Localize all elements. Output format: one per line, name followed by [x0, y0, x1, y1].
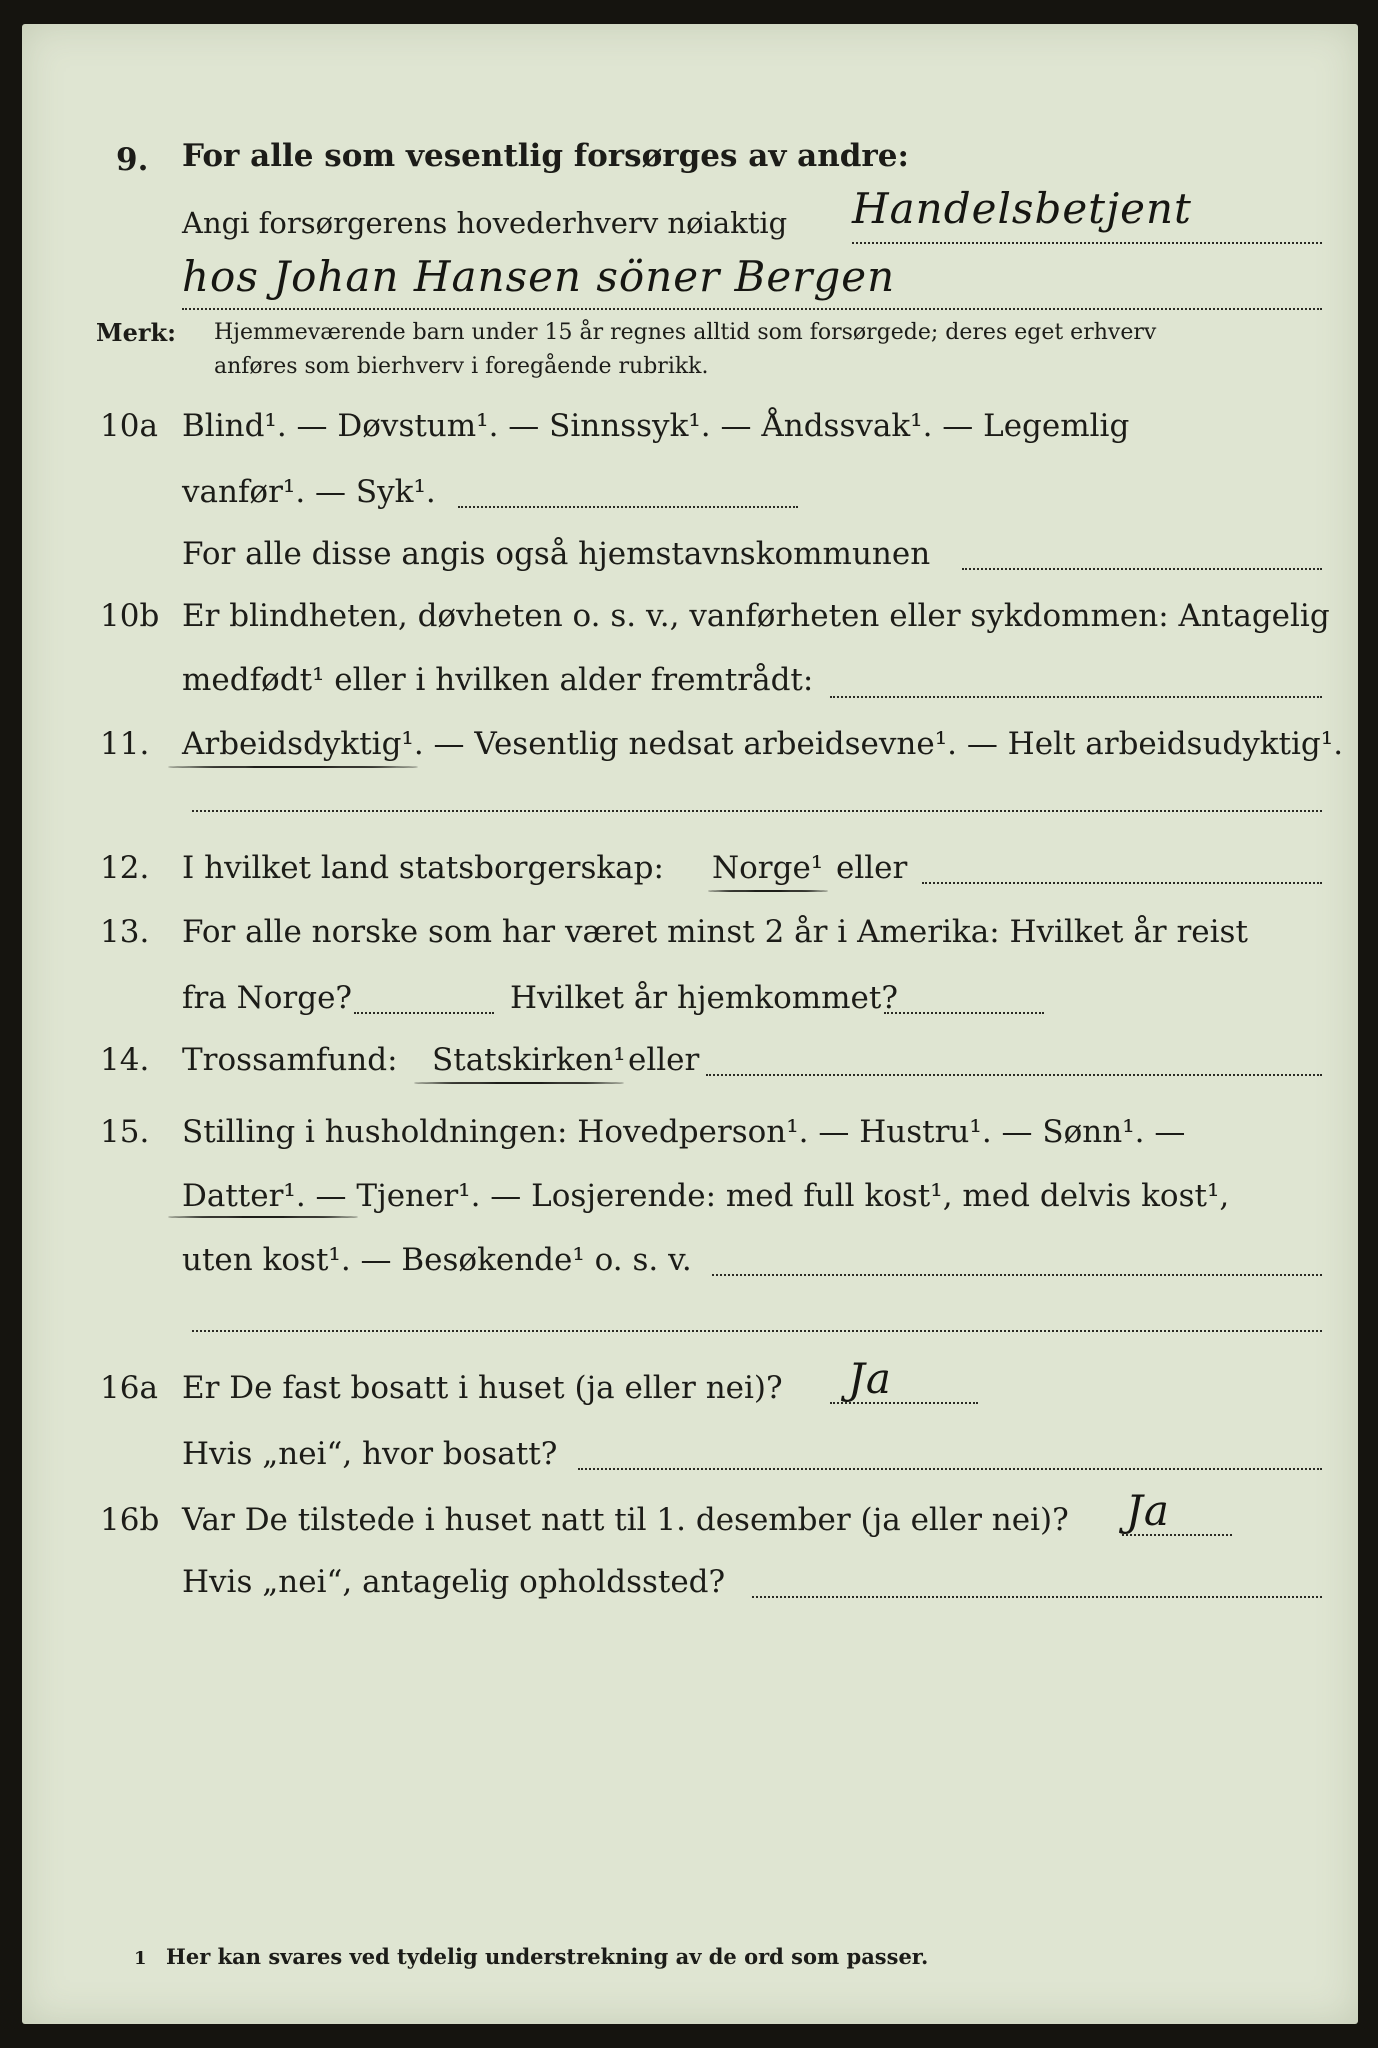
- merk-label: Merk:: [96, 318, 176, 347]
- q16a-bosatt-dots[interactable]: [578, 1468, 1322, 1470]
- q11-dots[interactable]: [192, 810, 1322, 812]
- merk-line2: anføres som bierhverv i foregående rubrikk.: [214, 354, 709, 379]
- q10a-number: 10a: [100, 408, 158, 444]
- q16a-line2: Hvis „nei“, hvor bosatt?: [182, 1436, 558, 1472]
- q11-underline-mark: [168, 766, 418, 768]
- q14-suffix: eller: [628, 1042, 700, 1078]
- q10a-line3: For alle disse angis også hjemstavnskommunen: [182, 536, 931, 572]
- q9-answer-line1-dots: [852, 242, 1322, 244]
- q14-underline-mark: [414, 1082, 624, 1084]
- q11-text: Arbeidsdyktig¹. — Vesentlig nedsat arbeidsevne¹. — Helt arbeidsudyktig¹.: [182, 726, 1344, 762]
- q12-underline-mark: [708, 890, 828, 892]
- q12-suffix: eller: [836, 850, 908, 886]
- q16b-dots: [1122, 1534, 1232, 1536]
- q9-answer-line1[interactable]: Handelsbetjent: [852, 184, 1192, 233]
- q9-heading: For alle som vesentlig forsørges av andre:: [182, 138, 909, 174]
- q16a-dots: [830, 1402, 978, 1404]
- q10b-line2: medfødt¹ eller i hvilken alder fremtrådt:: [182, 662, 814, 698]
- q10a-line2: vanfør¹. — Syk¹.: [182, 474, 436, 510]
- q15-extra-dots[interactable]: [192, 1330, 1322, 1332]
- q9-prompt: Angi forsørgerens hovederhverv nøiaktig: [182, 206, 788, 240]
- q16a-answer[interactable]: Ja: [848, 1354, 892, 1403]
- q10a-line1: Blind¹. — Døvstum¹. — Sinnssyk¹. — Åndssvak¹. — Legemlig: [182, 408, 1130, 444]
- q10a-syk-dots[interactable]: [458, 506, 798, 508]
- q16b-number: 16b: [100, 1502, 160, 1538]
- q12-text: I hvilket land statsborgerskap:: [182, 850, 664, 886]
- footnote-text: Her kan svares ved tydelig understrekning av de ord som passer.: [166, 1944, 929, 1969]
- q10b-dots[interactable]: [830, 696, 1322, 698]
- census-form-page: [22, 24, 1358, 2024]
- q15-underline-mark: [168, 1216, 358, 1218]
- q16b-answer[interactable]: Ja: [1126, 1486, 1170, 1535]
- q13-line2b: Hvilket år hjemkommet?: [510, 980, 898, 1016]
- q16a-number: 16a: [100, 1370, 158, 1406]
- q15-dots[interactable]: [712, 1274, 1322, 1276]
- q13-hjem-dots[interactable]: [884, 1012, 1044, 1014]
- q14-number: 14.: [100, 1042, 150, 1078]
- q14-dots[interactable]: [706, 1074, 1322, 1076]
- footnote-mark: 1: [134, 1948, 147, 1969]
- q16b-line1: Var De tilstede i huset natt til 1. desember (ja eller nei)?: [182, 1502, 1069, 1538]
- q10b-line1: Er blindheten, døvheten o. s. v., vanførheten eller sykdommen: Antagelig: [182, 598, 1330, 634]
- q13-reist-dots[interactable]: [354, 1012, 494, 1014]
- q11-number: 11.: [100, 726, 150, 762]
- q9-number: 9.: [116, 142, 149, 178]
- q15-line3: uten kost¹. — Besøkende¹ o. s. v.: [182, 1242, 692, 1278]
- q10a-hjemstavn-dots[interactable]: [962, 568, 1322, 570]
- q16b-opholdssted-dots[interactable]: [752, 1596, 1322, 1598]
- q9-answer-line2-dots: [182, 308, 1322, 310]
- q9-answer-line2[interactable]: hos Johan Hansen söner Bergen: [182, 252, 896, 301]
- q14-option[interactable]: Statskirken¹: [432, 1042, 626, 1078]
- q13-line1: For alle norske som har været minst 2 år i Amerika: Hvilket år reist: [182, 914, 1248, 950]
- q14-text: Trossamfund:: [182, 1042, 398, 1078]
- q15-line1: Stilling i husholdningen: Hovedperson¹. — Hustru¹. — Sønn¹. —: [182, 1114, 1186, 1150]
- q13-line2a: fra Norge?: [182, 980, 353, 1016]
- merk-line1: Hjemmeværende barn under 15 år regnes alltid som forsørgede; deres eget erhverv: [214, 320, 1157, 345]
- q16a-line1: Er De fast bosatt i huset (ja eller nei)?: [182, 1370, 783, 1406]
- q15-number: 15.: [100, 1114, 150, 1150]
- q15-line2: Datter¹. — Tjener¹. — Losjerende: med full kost¹, med delvis kost¹,: [182, 1178, 1230, 1214]
- q16b-line2: Hvis „nei“, antagelig opholdssted?: [182, 1564, 726, 1600]
- q13-number: 13.: [100, 914, 150, 950]
- q12-option[interactable]: Norge¹: [712, 850, 824, 886]
- q10b-number: 10b: [100, 598, 160, 634]
- q12-dots[interactable]: [922, 882, 1322, 884]
- q12-number: 12.: [100, 850, 150, 886]
